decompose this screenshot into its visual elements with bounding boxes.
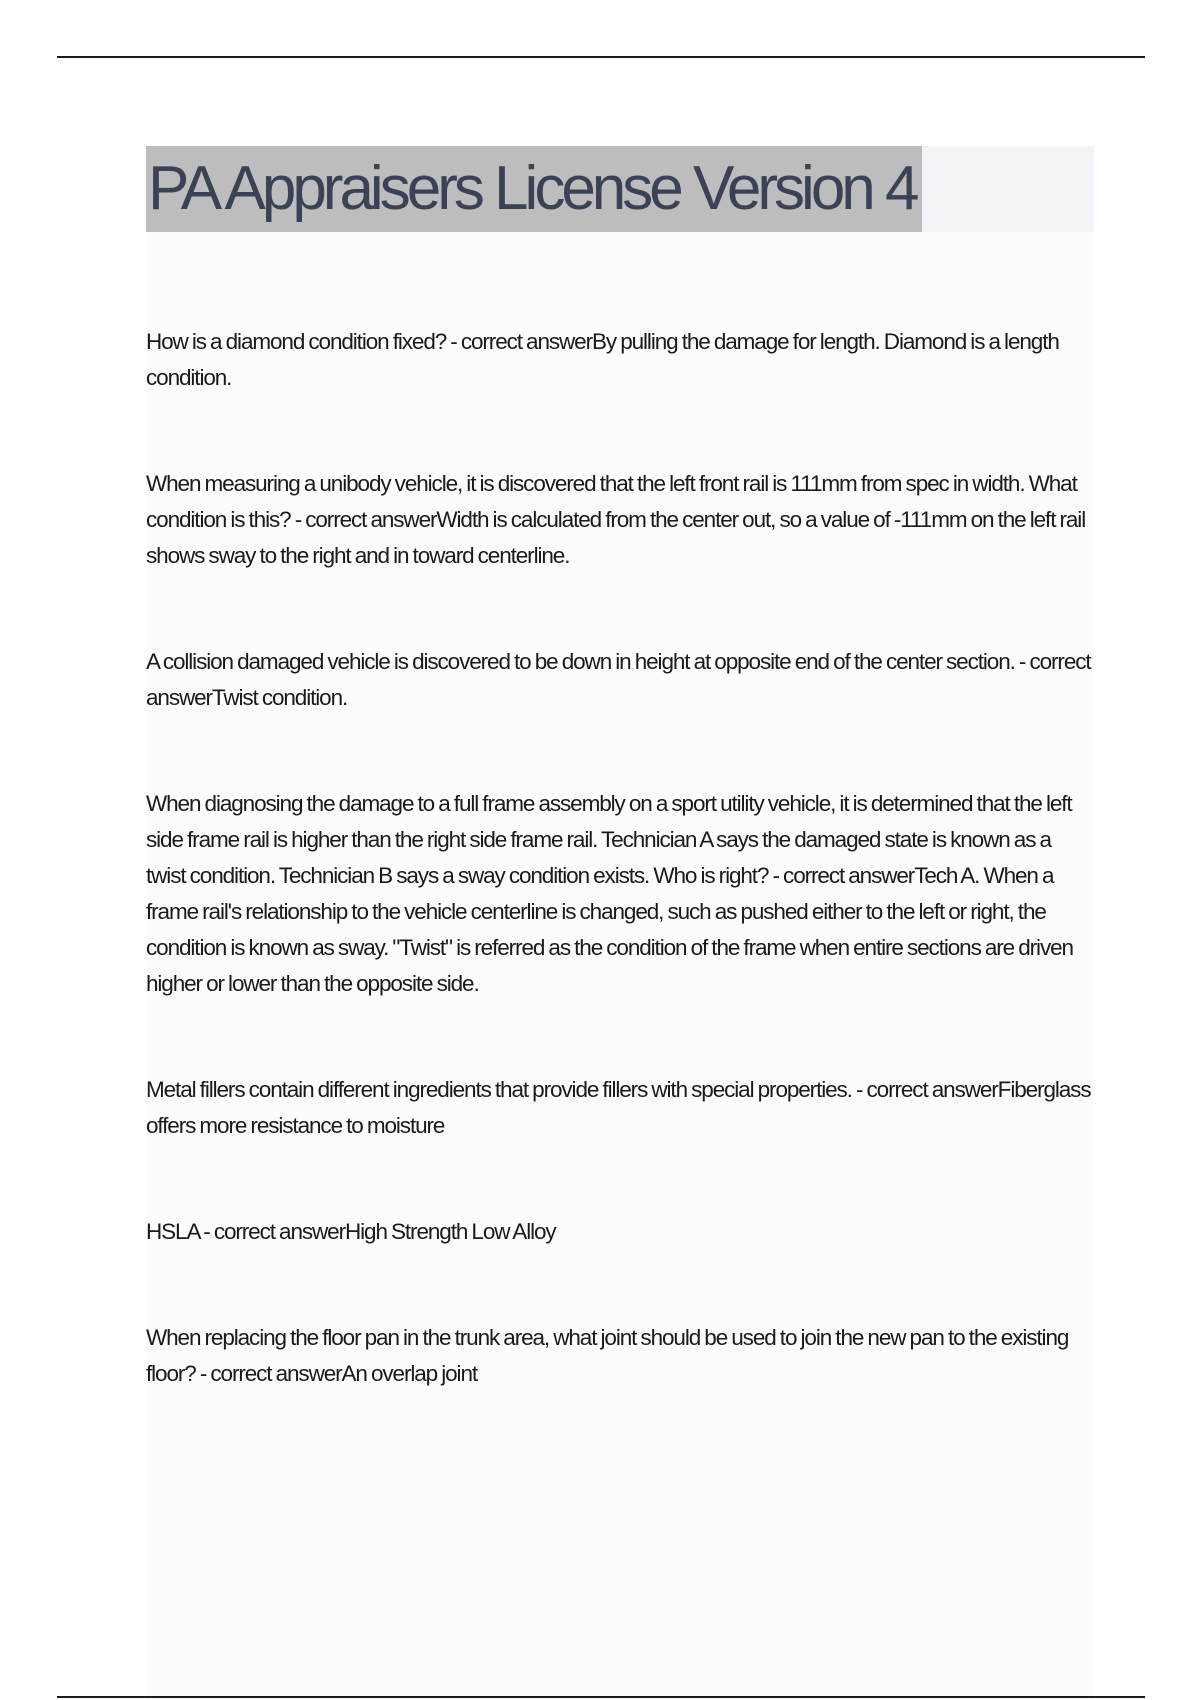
top-divider xyxy=(57,56,1145,58)
page-title: PA Appraisers License Version 4 xyxy=(146,146,922,232)
title-bar xyxy=(146,146,1094,232)
bottom-divider xyxy=(57,1696,1145,1698)
qa-item: When diagnosing the damage to a full frame assembly on a sport utility vehicle, it is determined that the left side frame rail is higher than the right side frame rail. Technician A says the damaged state is known as a twist condition. Technician B says a sway condition exists. Who is right? - correct answerTech A. When a frame rail's relationship to the vehicle centerline is changed, such as pushed either to the left or right, the condition is known as sway. "Twist" is referred as the condition of the frame when entire sections are driven higher or lower than the opposite side. xyxy=(146,791,1073,996)
qa-item: When replacing the floor pan in the trunk area, what joint should be used to join the new pan to the existing floor? - correct answerAn overlap joint xyxy=(146,1325,1069,1386)
qa-item: How is a diamond condition fixed? - correct answerBy pulling the damage for length. Diamond is a length condition. xyxy=(146,329,1059,390)
qa-item: Metal fillers contain different ingredients that provide fillers with special properties. - correct answerFiberglass offers more resistance to moisture xyxy=(146,1077,1091,1138)
qa-item: HSLA - correct answerHigh Strength Low Alloy xyxy=(146,1219,556,1244)
qa-list xyxy=(146,324,1094,1392)
qa-item: When measuring a unibody vehicle, it is discovered that the left front rail is 111mm from spec in width. What condition is this? - correct answerWidth is calculated from the center out, so a value of -111mm on the left rail shows sway to the right and in toward centerline. xyxy=(146,471,1086,568)
qa-item: A collision damaged vehicle is discovered to be down in height at opposite end of the center section. - correct answerTwist condition. xyxy=(146,649,1091,710)
